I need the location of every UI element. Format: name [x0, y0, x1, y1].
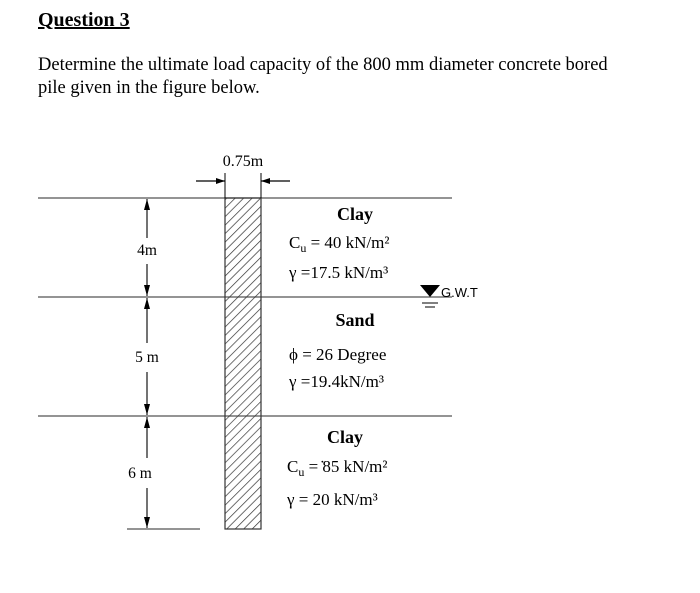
pile-width-arrow-right	[261, 178, 270, 184]
depth-label-5m: 5 m	[135, 349, 159, 366]
question-text-line-1: Determine the ultimate load capacity of the 800 mm diameter concrete bored	[38, 55, 608, 75]
layer-3-unit-weight: γ = 20 kN/m³	[287, 490, 378, 509]
depth-arrow-2-top	[144, 298, 150, 309]
depth-label-4m: 4m	[137, 242, 157, 259]
depth-arrow-3-bottom	[144, 517, 150, 528]
layer-1-unit-weight: γ =17.5 kN/m³	[289, 263, 389, 282]
layer-3-name: Clay	[327, 427, 363, 447]
pile-width-arrow-left	[216, 178, 225, 184]
depth-arrow-3-top	[144, 417, 150, 428]
layer-1-cohesion: $C_u = 40$ kN/m²	[289, 233, 390, 255]
depth-arrow-1-top	[144, 199, 150, 210]
layer-1-name: Clay	[337, 204, 373, 224]
layer-2-name: Sand	[335, 310, 375, 330]
pile	[225, 198, 261, 529]
depth-arrow-2-bottom	[144, 404, 150, 415]
depth-arrow-1-bottom	[144, 285, 150, 296]
depth-label-6m: 6 m	[128, 465, 152, 482]
question-title: Question 3	[38, 9, 130, 31]
pile-width-label: 0.75m	[222, 153, 264, 170]
water-table-icon	[420, 285, 440, 297]
question-text-line-2: pile given in the figure below.	[38, 78, 260, 98]
layer-2-unit-weight: γ =19.4kN/m³	[289, 372, 384, 391]
layer-3-cohesion: $C_u$ = ̇85 kN/m²	[287, 457, 388, 479]
water-table-label: G.W.T	[441, 285, 478, 300]
layer-2-friction-angle: ϕ = 26 Degree	[289, 345, 387, 364]
